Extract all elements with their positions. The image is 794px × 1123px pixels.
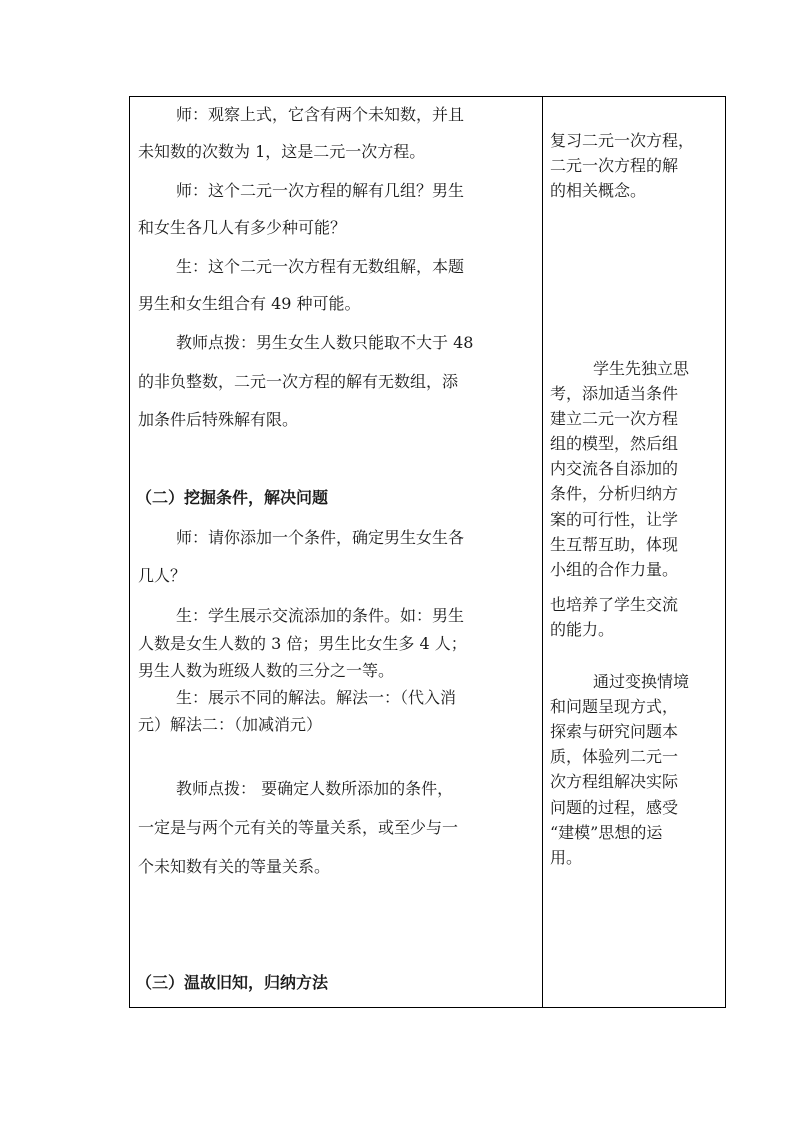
side-line-16: 和问题呈现方式，	[550, 697, 679, 716]
section-heading-2: （二）挖掘条件，解决问题	[136, 488, 329, 507]
main-line-6: 男生和女生组合有 49 种可能。	[138, 294, 361, 313]
main-line-18: 一定是与两个元有关的等量关系，或至少与一	[138, 818, 459, 837]
side-line-18: 质，体验列二元一	[550, 747, 679, 766]
side-line-7: 组的模型，然后组	[550, 434, 679, 453]
main-line-13: 人数是女生人数的 3 倍；男生比女生多 4 人；	[138, 634, 467, 653]
side-line-2: 二元一次方程的解	[550, 156, 679, 175]
main-line-9: 加条件后特殊解有限。	[138, 410, 299, 429]
side-line-9: 条件，分析归纳方	[550, 484, 679, 503]
side-line-6: 建立二元一次方程	[550, 409, 679, 428]
side-line-19: 次方程组解决实际	[550, 772, 679, 791]
main-line-11: 几人？	[138, 566, 187, 585]
main-line-8: 的非负整数，二元一次方程的解有无数组，添	[138, 372, 459, 391]
section-heading-3: （三）温故旧知，归纳方法	[136, 973, 329, 992]
side-line-15: 通过变换情境	[593, 672, 690, 691]
side-line-11: 生互帮互助，体现	[550, 535, 679, 554]
side-line-14: 的能力。	[550, 620, 615, 639]
main-line-15: 生：展示不同的解法。解法一：（代入消	[176, 688, 457, 707]
side-line-20: 问题的过程，感受	[550, 798, 679, 817]
side-line-8: 内交流各自添加的	[550, 459, 679, 478]
side-line-3: 的相关概念。	[550, 181, 647, 200]
side-line-12: 小组的合作力量。	[550, 560, 679, 579]
side-line-4: 学生先独立思	[593, 359, 690, 378]
side-line-21: “建模”思想的运	[550, 823, 663, 842]
main-line-19: 个未知数有关的等量关系。	[138, 857, 331, 876]
main-line-4: 和女生各几人有多少种可能？	[138, 218, 347, 237]
main-line-10: 师：请你添加一个条件，确定男生女生各	[176, 528, 465, 547]
main-line-5: 生：这个二元一次方程有无数组解，本题	[176, 257, 465, 276]
main-line-14: 男生人数为班级人数的三分之一等。	[138, 661, 395, 680]
side-line-5: 考，添加适当条件	[550, 384, 679, 403]
side-line-22: 用。	[550, 848, 583, 867]
main-line-1: 师：观察上式，它含有两个未知数，并且	[176, 105, 465, 124]
main-line-17: 教师点拨： 要确定人数所添加的条件，	[176, 779, 454, 798]
side-line-1: 复习二元一次方程，	[550, 131, 695, 150]
main-line-3: 师：这个二元一次方程的解有几组？男生	[176, 181, 465, 200]
main-line-2: 未知数的次数为 1，这是二元一次方程。	[138, 142, 426, 161]
main-line-7: 教师点拨：男生女生人数只能取不大于 48	[176, 333, 474, 352]
side-line-13: 也培养了学生交流	[550, 595, 679, 614]
column-divider	[542, 97, 543, 1007]
side-line-10: 案的可行性，让学	[550, 510, 679, 529]
main-line-12: 生：学生展示交流添加的条件。如：男生	[176, 606, 465, 625]
side-line-17: 探索与研究问题本	[550, 722, 679, 741]
main-line-16: 元）解法二：（加减消元）	[138, 715, 323, 734]
